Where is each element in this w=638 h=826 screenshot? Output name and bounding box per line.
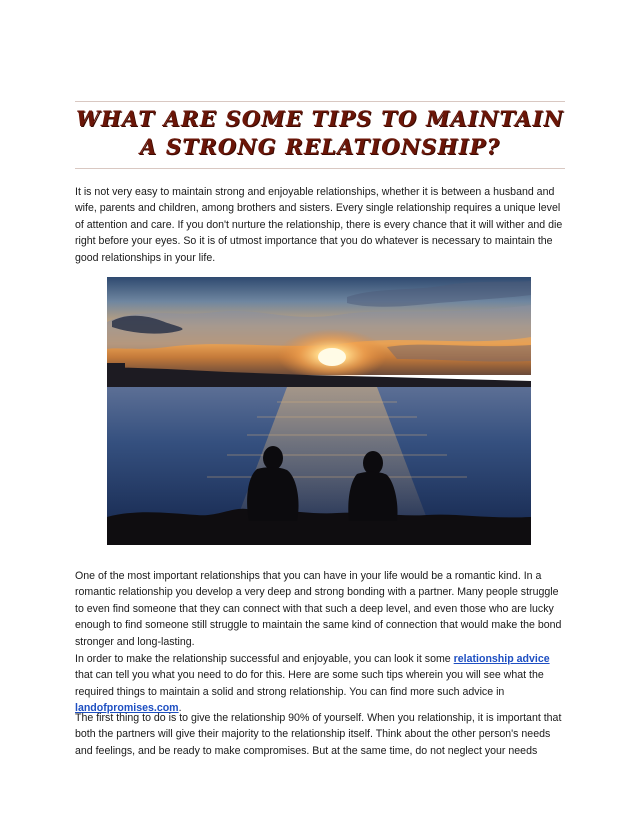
advice-text-middle: that can tell you what you need to do for this. Here are some such tips wherein you will see what the required things to maintain a solid and strong relationship. You can find more such advice in <box>75 669 544 698</box>
title-bottom-rule <box>75 168 565 169</box>
relationship-advice-link[interactable]: relationship advice <box>453 653 550 665</box>
intro-paragraph: It is not very easy to maintain strong and enjoyable relationships, whether it is between a husband and wife, parents and children, among brothers and sisters. Every single relationship requires a unique level of attention and care. If you don't nurture the relationship, there is every chance that it will wither and die right before your eyes. So it is of utmost importance that you do whatever is necessary to maintain the good relationships in your life. <box>75 186 563 264</box>
landofpromises-link[interactable]: landofpromises.com <box>75 702 179 715</box>
advice-paragraph <box>75 651 567 717</box>
advice-text-end: . <box>178 702 182 715</box>
first-tip-paragraph: The first thing to do is to give the relationship 90% of yourself. When you relationship, it is important that both the partners will give their majority to the relationship itself. Think about the other person's needs and feelings, and be ready to make compromises. But at the same time, do not neglect your needs <box>75 712 562 757</box>
advice-text-start: In order to make the relationship successful and enjoyable, you can look it some <box>75 653 454 665</box>
romantic-relationship-paragraph: One of the most important relationships that you can have in your life would be a romantic kind. In a romantic relationship you develop a very deep and strong bonding with a partner. Many people struggle to even find someone that they can connect with that such a deep level, and even those who are lucky enough to find someone still struggle to maintain the same kind of connection that would make the bond stronger and long-lasting. <box>75 570 562 648</box>
sunset-couple-photo <box>107 277 531 545</box>
article-title: WHAT ARE SOME TIPS TO MAINTAIN A STRONG RELATIONSHIP? <box>76 106 564 159</box>
title-top-rule <box>75 101 565 102</box>
